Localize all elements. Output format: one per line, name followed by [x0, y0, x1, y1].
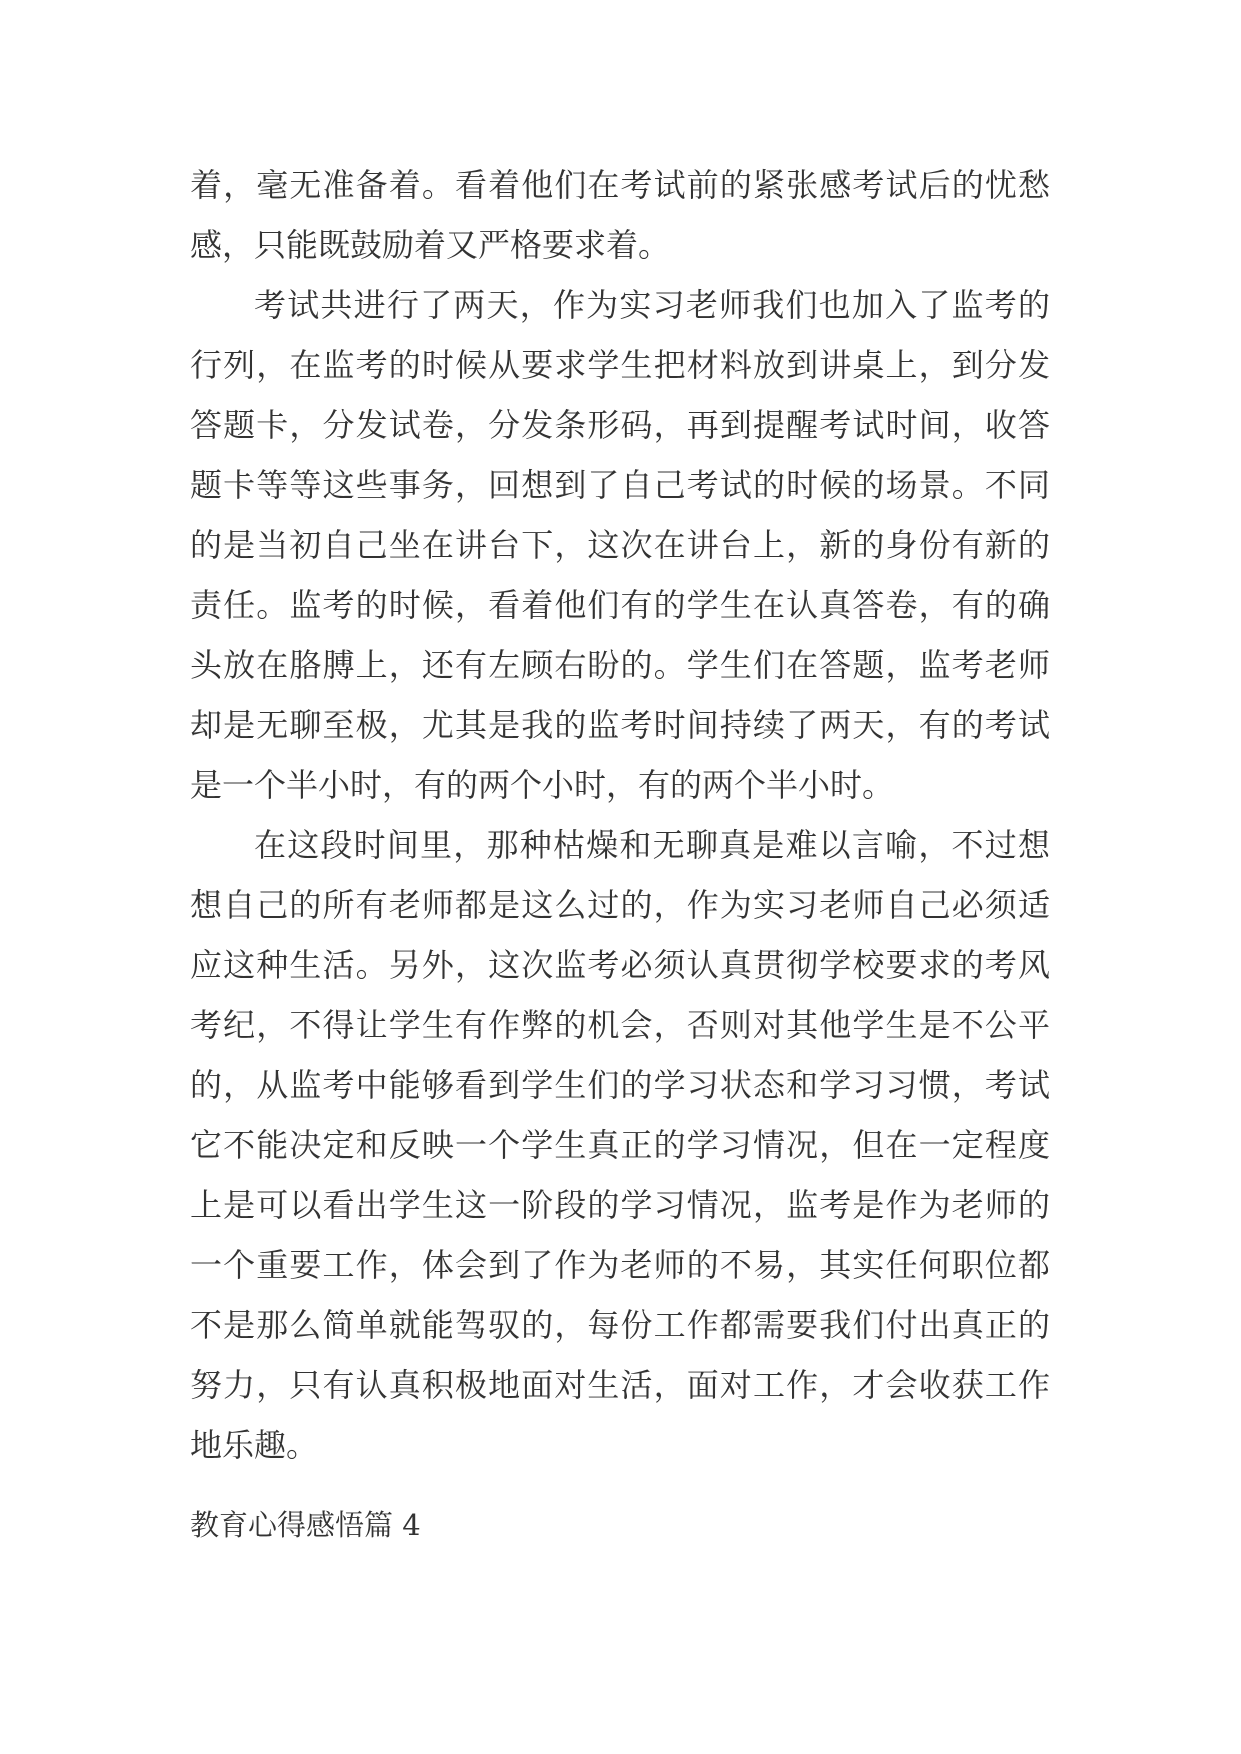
paragraph-3 — [190, 815, 1050, 1475]
text-line: 感，只能既鼓励着又严格要求着。 — [190, 226, 671, 264]
text-line: 责任。监考的时候，看着他们有的学生在认真答卷，有的确 — [190, 586, 1050, 624]
text-line: 是一个半小时，有的两个小时，有的两个半小时。 — [190, 766, 895, 804]
text-line: 努力，只有认真积极地面对生活，面对工作，才会收获工作 — [190, 1366, 1050, 1404]
text-line: 想自己的所有老师都是这么过的，作为实习老师自己必须适 — [190, 886, 1050, 924]
text-line: 着，毫无准备着。看着他们在考试前的紧张感考试后的忧愁 — [190, 166, 1050, 204]
text-line: 它不能决定和反映一个学生真正的学习情况，但在一定程度 — [190, 1126, 1050, 1164]
text-line: 应这种生活。另外，这次监考必须认真贯彻学校要求的考风 — [190, 946, 1050, 984]
text-line: 在这段时间里，那种枯燥和无聊真是难以言喻，不过想 — [254, 826, 1050, 864]
text-line: 题卡等等这些事务，回想到了自己考试的时候的场景。不同 — [190, 466, 1050, 504]
text-line: 答题卡，分发试卷，分发条形码，再到提醒考试时间，收答 — [190, 406, 1050, 444]
text-line: 的，从监考中能够看到学生们的学习状态和学习习惯，考试 — [190, 1066, 1050, 1104]
text-line: 行列，在监考的时候从要求学生把材料放到讲桌上，到分发 — [190, 346, 1050, 384]
text-line: 考试共进行了两天，作为实习老师我们也加入了监考的 — [254, 286, 1050, 324]
paragraph-2 — [190, 275, 1050, 815]
text-line: 地乐趣。 — [190, 1426, 319, 1464]
text-line: 上是可以看出学生这一阶段的学习情况，监考是作为老师的 — [190, 1186, 1050, 1224]
text-line: 一个重要工作，体会到了作为老师的不易，其实任何职位都 — [190, 1246, 1050, 1284]
document-body — [190, 155, 1050, 1475]
text-line: 却是无聊至极，尤其是我的监考时间持续了两天，有的考试 — [190, 706, 1050, 744]
text-line: 考纪，不得让学生有作弊的机会，否则对其他学生是不公平 — [190, 1006, 1050, 1044]
text-line: 不是那么简单就能驾驭的，每份工作都需要我们付出真正的 — [190, 1306, 1050, 1344]
text-line: 的是当初自己坐在讲台下，这次在讲台上，新的身份有新的 — [190, 526, 1050, 564]
text-line: 头放在胳膊上，还有左顾右盼的。学生们在答题，监考老师 — [190, 646, 1050, 684]
paragraph-1 — [190, 155, 1050, 275]
section-heading: 教育心得感悟篇 4 — [190, 1508, 421, 1542]
